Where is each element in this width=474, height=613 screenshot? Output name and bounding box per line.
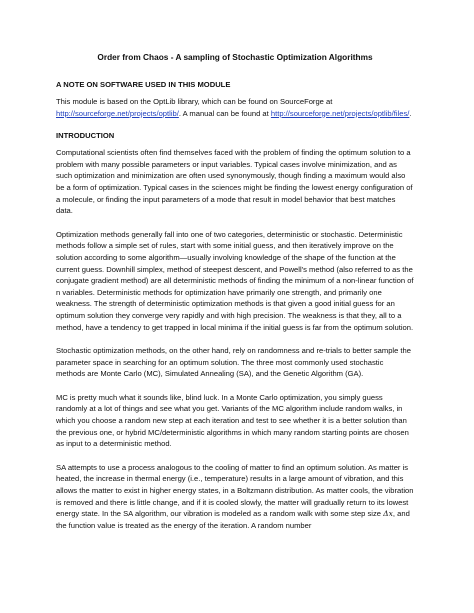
software-text-1: This module is based on the OptLib library, which can be found on SourceForge at <box>56 97 333 106</box>
intro-paragraph-1: Computational scientists often find themselves faced with the problem of finding the optimum solution to a problem with many possible parameters or input variables. Typical cases involve minimization, and as such optimization and minimization are often used synonymously, though finding a maximum would also be a form of optimization. Typical cases in the sciences might be finding the lowest energy configuration of a molecule, or finding the input parameters of a mode that result in model behavior that best matches data. <box>56 148 413 216</box>
sa-text-2: , and the function value is treated as the energy of the iteration. A random number <box>56 509 410 530</box>
intro-paragraph-4: MC is pretty much what it sounds like, blind luck. In a Monte Carlo optimization, you simply guess randomly at a lot of things and see what you get. Variants of the MC algorithm include random walks, in which you choose a random new step at each iteration and test to see whether it is a better solution than the previous one, or hybrid MC/deterministic algorithms in which many random starting points are chosen as input to a deterministic method. <box>56 392 409 449</box>
intro-paragraph-3: Stochastic optimization methods, on the other hand, rely on randomness and re-trials to better sample the parameter space in searching for an optimum solution. The three most commonly used stochastic methods are Monte Carlo (MC), Simulated Annealing (SA), and the Genetic Algorithm (GA). <box>56 346 411 379</box>
software-paragraph <box>56 96 414 119</box>
optlib-files-link[interactable]: http://sourceforge.net/projects/optlib/files/ <box>270 108 410 118</box>
introduction-heading: INTRODUCTION <box>56 131 115 141</box>
software-text-2: . A manual can be found at <box>178 108 269 118</box>
delta-x-math: Δx <box>383 509 393 519</box>
intro-paragraph-2: Optimization methods generally fall into one of two categories, deterministic or stochastic. Deterministic methods follow a simple set of rules, start with some initial guess, and then iteratively improve on the solution according to some algorithm—usually involving knowledge of the shape of the function at the current guess. Downhill simplex, method of steepest descent, and Powell's method (also referred to as the conjugate gradient method) are all deterministic methods of finding the minimum of a non-linear function of n variables. Deterministic methods for optimization have primarily one strength, and primarily one weakness. The strength of deterministic optimization methods is that given a good initial guess for an optimum solution they converge very rapidly and with high precision. The weakness is that they, all to a method, have a tendency to get trapped in local minima if the initial guess is far from the optimum solution. <box>56 229 414 332</box>
optlib-project-link[interactable]: http://sourceforge.net/projects/optlib/ <box>56 108 179 118</box>
sa-paragraph <box>56 462 414 532</box>
software-text-3: . <box>409 108 412 118</box>
software-heading: A NOTE ON SOFTWARE USED IN THIS MODULE <box>56 80 231 89</box>
sa-text-1: SA attempts to use a process analogous to the cooling of matter to find an optimum solution. As matter is heated, the increase in thermal energy (i.e., temperature) results in a large amount of vibration, and this allows the matter to exist in higher energy states, in a Boltzmann distribution. As matter cools, the vibration is removed and there is little change, and if it is cooled slowly, the matter will gradually return to its lowest energy state. In the SA algorithm, our vibration is modeled as a random walk with some step size <box>56 462 414 519</box>
document-title: Order from Chaos - A sampling of Stochastic Optimization Algorithms <box>97 52 373 62</box>
